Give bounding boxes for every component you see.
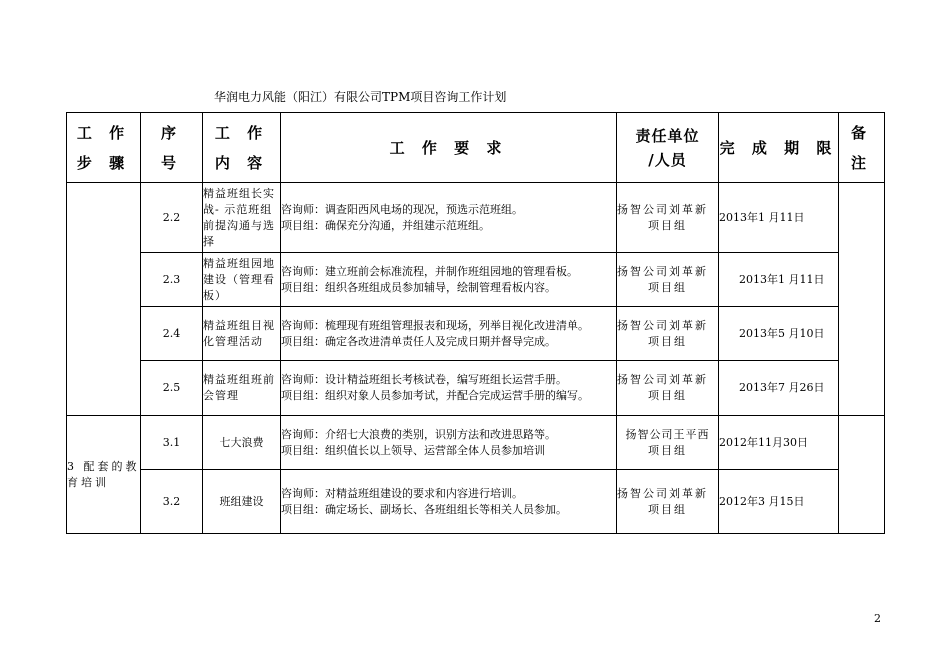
seq-cell: 3.2 <box>141 470 203 534</box>
requirement-cell: 咨询师：建立班前会标准流程，并制作班组园地的管理看板。 项目组：组织各班组成员参加辅导，绘制管理看板内容。 <box>281 253 617 307</box>
content-cell: 精益班组园地建设（管理看板） <box>203 253 281 307</box>
unit-cell: 扬智公司王平西 项目组 <box>617 416 719 470</box>
deadline-cell: 2012年11月30日 <box>719 416 839 470</box>
content-cell: 精益班组目视化管理活动 <box>203 307 281 361</box>
step-cell: 3 配套的教育培训 <box>67 416 141 534</box>
document-title: 华润电力风能（阳江）有限公司TPM项目咨询工作计划 <box>214 90 507 104</box>
work-plan-table <box>66 112 885 534</box>
deadline-cell: 2013年5 月10日 <box>719 307 839 361</box>
requirement-cell: 咨询师：对精益班组建设的要求和内容进行培训。 项目组：确定场长、副场长、各班组组长等相关人员参加。 <box>281 470 617 534</box>
seq-cell: 3.1 <box>141 416 203 470</box>
header-seq: 序 号 <box>141 113 203 183</box>
seq-cell: 2.4 <box>141 307 203 361</box>
seq-cell: 2.5 <box>141 361 203 416</box>
table-row <box>67 470 885 534</box>
requirement-cell: 咨询师：梳理现有班组管理报表和现场，列举目视化改进清单。 项目组：确定各改进清单责任人及完成日期并督导完成。 <box>281 307 617 361</box>
requirement-cell: 咨询师：介绍七大浪费的类别，识别方法和改进思路等。 项目组：组织值长以上领导、运营部全体人员参加培训 <box>281 416 617 470</box>
table-row <box>67 253 885 307</box>
header-step: 工 作 步 骤 <box>67 113 141 183</box>
header-content: 工 作 内 容 <box>203 113 281 183</box>
unit-cell: 扬智公司刘革新 项目组 <box>617 470 719 534</box>
table-row <box>67 416 885 470</box>
content-cell: 七大浪费 <box>203 416 281 470</box>
unit-cell: 扬智公司刘革新 项目组 <box>617 307 719 361</box>
unit-cell: 扬智公司刘革新 项目组 <box>617 253 719 307</box>
requirement-cell: 咨询师：设计精益班组长考核试卷，编写班组长运营手册。 项目组：组织对象人员参加考试，并配合完成运营手册的编写。 <box>281 361 617 416</box>
content-cell: 精益班组班前会管理 <box>203 361 281 416</box>
table-row <box>67 361 885 416</box>
table-row <box>67 183 885 253</box>
content-cell: 班组建设 <box>203 470 281 534</box>
unit-cell: 扬智公司刘革新 项目组 <box>617 183 719 253</box>
deadline-cell: 2013年1 月11日 <box>719 253 839 307</box>
unit-cell: 扬智公司刘革新 项目组 <box>617 361 719 416</box>
table-row <box>67 307 885 361</box>
header-requirement: 工 作 要 求 <box>281 113 617 183</box>
requirement-cell: 咨询师：调查阳西风电场的现况，预选示范班组。 项目组：确保充分沟通，并组建示范班组。 <box>281 183 617 253</box>
header-remark: 备 注 <box>839 113 885 183</box>
remark-cell <box>839 183 885 416</box>
header-deadline: 完 成 期 限 <box>719 113 839 183</box>
content-cell: 精益班组长实战- 示范班组前提沟通与选择 <box>203 183 281 253</box>
seq-cell: 2.2 <box>141 183 203 253</box>
page-number: 2 <box>874 612 881 625</box>
header-row <box>67 113 885 183</box>
header-responsible-unit: 责任单位 /人员 <box>617 113 719 183</box>
deadline-cell: 2012年3 月15日 <box>719 470 839 534</box>
deadline-cell: 2013年1 月11日 <box>719 183 839 253</box>
step-cell-empty <box>67 183 141 416</box>
deadline-cell: 2013年7 月26日 <box>719 361 839 416</box>
remark-cell <box>839 416 885 534</box>
seq-cell: 2.3 <box>141 253 203 307</box>
